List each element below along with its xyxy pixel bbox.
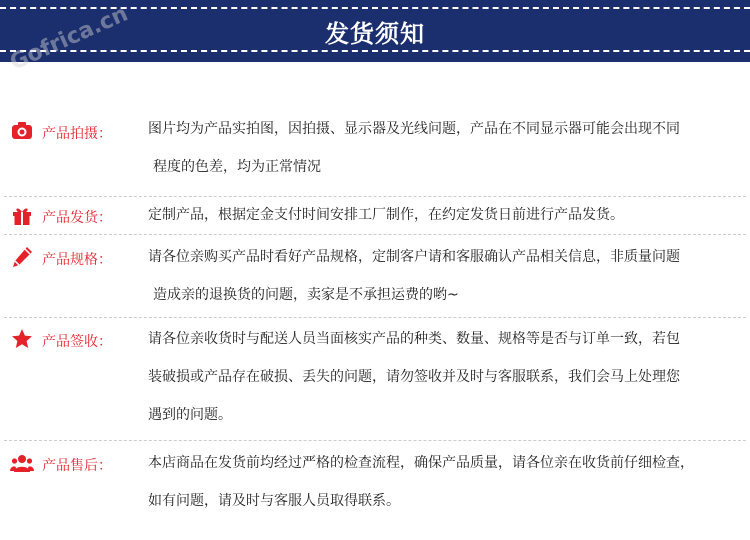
- page-title: 发货须知: [325, 20, 425, 48]
- content-shipping: [148, 196, 744, 234]
- content-line: 程度的色差，均为正常情况: [153, 159, 321, 175]
- content-line: 装破损或产品存在破损、丢失的问题，请勿签收并及时与客服联系，我们会马上处理您: [148, 369, 680, 385]
- pencil-icon: [10, 245, 34, 269]
- camera-icon: [10, 119, 34, 143]
- notice-row-shipping: [0, 196, 750, 234]
- content-line: 定制产品，根据定金支付时间安排工厂制作，在约定发货日前进行产品发货。: [148, 207, 624, 223]
- users-icon: [10, 451, 34, 475]
- content-line: 遇到的问题。: [148, 407, 232, 423]
- content-line: 如有问题，请及时与客服人员取得联系。: [148, 493, 400, 509]
- row-divider: [4, 440, 746, 441]
- content-line: 请各位亲收货时与配送人员当面核实产品的种类、数量、规格等是否与订单一致，若包: [148, 331, 680, 347]
- content-aftersale: [148, 444, 744, 520]
- content-line: 本店商品在发货前均经过严格的检查流程，确保产品质量，请各位亲在收货前仔细检查，: [148, 455, 694, 471]
- banner-stitch-bottom: [0, 50, 750, 52]
- notice-row-receipt: [0, 320, 750, 438]
- notice-row-spec: [0, 238, 750, 314]
- label-photo: 产品拍摄：: [42, 126, 112, 142]
- gift-icon: [10, 203, 34, 227]
- label-aftersale: 产品售后：: [42, 458, 112, 474]
- row-divider: [4, 234, 746, 235]
- content-line: 造成亲的退换货的问题，卖家是不承担运费的哟~: [153, 287, 459, 303]
- content-photo: [148, 110, 744, 186]
- content-line: 图片均为产品实拍图，因拍摄、显示器及光线问题，产品在不同显示器可能会出现不同: [148, 121, 680, 137]
- notice-row-photo: [0, 110, 750, 196]
- notice-row-aftersale: [0, 444, 750, 524]
- content-receipt: [148, 320, 744, 434]
- content-spec: [148, 238, 744, 314]
- label-shipping: 产品发货：: [42, 210, 112, 226]
- row-divider: [4, 317, 746, 318]
- label-spec: 产品规格：: [42, 252, 112, 268]
- label-receipt: 产品签收：: [42, 334, 112, 350]
- content-line: 请各位亲购买产品时看好产品规格，定制客户请和客服确认产品相关信息，非质量问题: [148, 249, 680, 265]
- watermark: Gofrica.cn: [6, 1, 132, 76]
- star-icon: [10, 327, 34, 351]
